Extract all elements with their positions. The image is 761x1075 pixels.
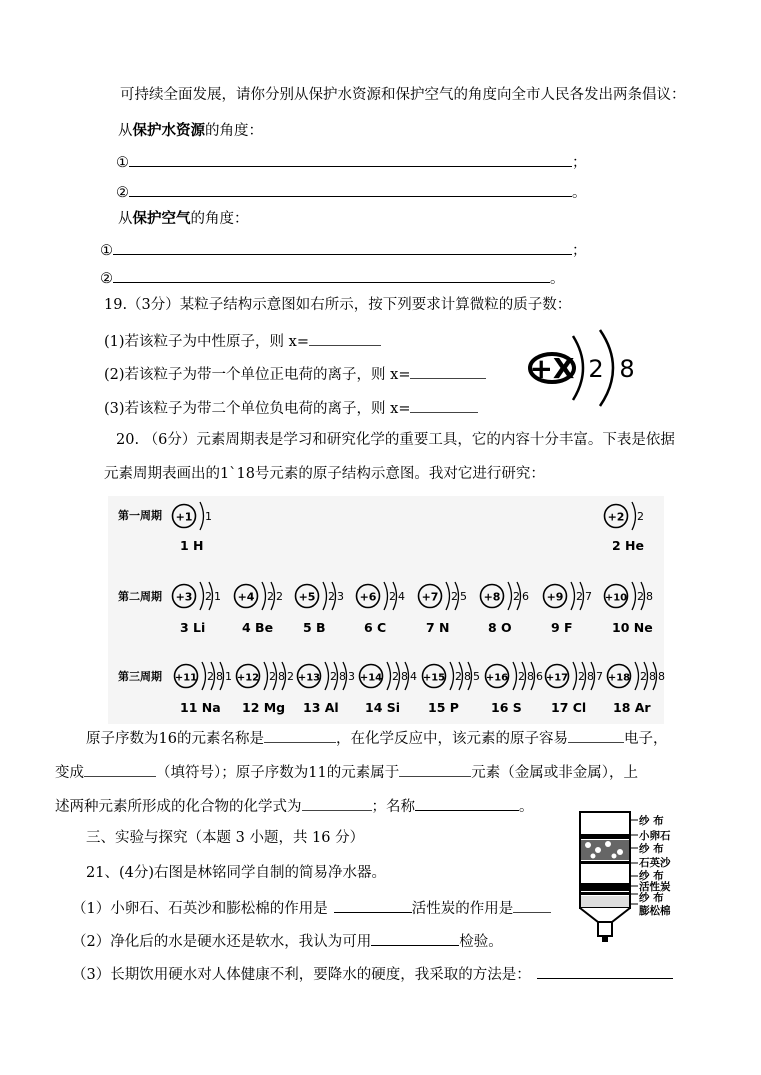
q21-item-3 — [72, 964, 673, 984]
electron-shell-arc — [323, 582, 327, 610]
element-name: 9 F — [551, 620, 573, 635]
element-name: 12 Mg — [242, 700, 286, 715]
element-diagram — [605, 656, 685, 696]
q19-item-3 — [104, 398, 478, 418]
q20-text: 述两种元素所形成的化合物的化学式为 — [55, 799, 302, 815]
electron-count: 2 — [328, 590, 335, 603]
electron-count: 2 — [389, 590, 396, 603]
electron-count: 2 — [287, 670, 294, 683]
q20-question-line-3 — [55, 796, 534, 816]
filter-label: 纱 布 — [639, 870, 664, 882]
q19-blank-2[interactable] — [410, 364, 486, 379]
element-name: 17 Cl — [551, 700, 587, 715]
electron-count: 5 — [460, 590, 467, 603]
electron-count: 2 — [451, 590, 458, 603]
q20-text: 变成 — [55, 765, 84, 781]
q19-item-2-text: (2)若该粒子为带一个单位正电荷的离子，则 x= — [104, 367, 411, 383]
q18-air-blank-2[interactable] — [113, 268, 550, 283]
element-name: 5 B — [303, 620, 326, 635]
section-3-title: 三、实验与探究（本题 3 小题，共 16 分） — [86, 830, 365, 846]
element-diagram — [602, 576, 682, 616]
electron-count: 2 — [637, 590, 644, 603]
electron-count: 8 — [649, 670, 656, 683]
q20-blank-element-name[interactable] — [264, 728, 336, 743]
q18-air-answer-2 — [100, 268, 565, 288]
q19-shell-2: 8 — [619, 355, 635, 383]
q20-blank-formula[interactable] — [302, 796, 372, 811]
q18-period: 。 — [572, 185, 587, 201]
water-filter-diagram — [578, 810, 688, 945]
electron-count: 6 — [536, 670, 543, 683]
q18-mark: ① — [116, 155, 129, 171]
q18-intro: 可持续全面发展，请你分别从保护水资源和保护空气的角度向全市人民各发出两条倡议： — [120, 87, 686, 103]
q18-water-answer-1 — [116, 152, 587, 172]
q20-blank-symbol[interactable] — [84, 762, 156, 777]
electron-shell-arc — [200, 502, 204, 530]
q21-text: （3）长期饮用硬水对人体健康不利，要降水的硬度，我采取的方法是： — [72, 967, 531, 983]
element-diagram — [602, 496, 682, 536]
q18-water-suffix: 的角度： — [205, 123, 263, 139]
period-1-label: 第一周期 — [118, 509, 162, 522]
electron-count: 2 — [276, 590, 283, 603]
electron-count: 2 — [455, 670, 462, 683]
q20-question-line-2 — [55, 762, 638, 782]
electron-count: 2 — [576, 590, 583, 603]
electron-count: 1 — [214, 590, 221, 603]
q20-text: 元素（金属或非金属），上 — [471, 765, 638, 781]
q21-blank-1a[interactable] — [334, 898, 412, 913]
nucleus-charge: +7 — [421, 590, 439, 604]
q20-text: 原子序数为16的元素名称是 — [86, 731, 264, 747]
nucleus-charge: +17 — [545, 672, 569, 684]
nucleus-charge: +2 — [607, 510, 625, 524]
nucleus-charge: +16 — [485, 672, 509, 684]
element-diagram — [170, 496, 250, 536]
electron-count: 2 — [267, 590, 274, 603]
q21-text: （1）小卵石、石英沙和膨松棉的作用是 — [72, 901, 328, 917]
nucleus-charge: +13 — [297, 672, 321, 684]
q20-text: ；名称 — [371, 799, 415, 815]
electron-shell-arc — [508, 582, 512, 610]
electron-shell-arc — [450, 662, 454, 690]
q18-semicolon: ； — [572, 155, 587, 171]
q18-period: 。 — [550, 271, 565, 287]
nucleus-charge: +9 — [546, 590, 564, 604]
electron-count: 1 — [225, 670, 232, 683]
electron-count: 2 — [207, 670, 214, 683]
electron-count: 5 — [473, 670, 480, 683]
element-name: 8 O — [488, 620, 512, 635]
filter-label: 小卵石 — [639, 830, 671, 842]
nucleus-charge: +14 — [359, 672, 383, 684]
electron-shell-arc — [632, 582, 636, 610]
q19-stem: 19.（3分）某粒子结构示意图如右所示，按下列要求计算微粒的质子数： — [104, 297, 572, 313]
nucleus-charge: +11 — [174, 672, 198, 684]
q18-water-heading — [118, 122, 263, 140]
q18-water-blank-2[interactable] — [129, 182, 572, 197]
q19-item-2 — [104, 364, 486, 384]
electron-shell-arc — [513, 662, 517, 690]
electron-shell-arc — [635, 662, 639, 690]
element-name: 18 Ar — [613, 700, 651, 715]
filter-label: 纱 布 — [639, 815, 664, 827]
electron-count: 4 — [398, 590, 405, 603]
element-name: 1 H — [180, 538, 204, 553]
q20-blank-electron[interactable] — [568, 728, 624, 743]
q18-air-answer-1 — [100, 240, 587, 260]
q20-text: ，在化学反应中，该元素的原子容易 — [335, 731, 568, 747]
filter-label: 石英沙 — [639, 857, 671, 869]
q19-item-1 — [104, 331, 381, 351]
nucleus-charge: +1 — [175, 510, 193, 524]
q21-blank-2[interactable] — [371, 931, 459, 946]
q21-stem: 21、(4分)右图是林铭同学自制的简易净水器。 — [86, 865, 386, 881]
q18-mark: ② — [116, 185, 129, 201]
electron-shell-arc — [571, 582, 575, 610]
q20-blank-compound-name[interactable] — [415, 796, 519, 811]
filter-label: 活性炭 — [639, 881, 671, 893]
element-name: 16 S — [491, 700, 522, 715]
electron-count: 1 — [205, 510, 212, 523]
q21-text: 检验。 — [459, 934, 503, 950]
q18-air-suffix: 的角度： — [190, 211, 249, 227]
q18-mark: ① — [100, 243, 113, 259]
q21-item-2 — [72, 931, 503, 951]
electron-count: 2 — [640, 670, 647, 683]
electron-shell-arc — [573, 662, 577, 690]
nucleus-charge: +3 — [175, 590, 193, 604]
electron-count: 3 — [337, 590, 344, 603]
electron-count: 2 — [637, 510, 644, 523]
element-name: 11 Na — [180, 700, 221, 715]
q20-stem-1: 20. （6分）元素周期表是学习和研究化学的重要工具，它的内容十分丰富。下表是依据 — [116, 432, 675, 448]
electron-shell-arc — [202, 662, 206, 690]
nucleus-charge: +4 — [237, 590, 255, 604]
period-2-label: 第二周期 — [118, 590, 162, 603]
nucleus-charge: +5 — [298, 590, 316, 604]
electron-shell-arc — [632, 502, 636, 530]
filter-label: 膨松棉 — [639, 905, 671, 917]
electron-count: 3 — [348, 670, 355, 683]
element-name: 2 He — [612, 538, 644, 553]
q18-mark: ② — [100, 271, 113, 287]
electron-shell-arc — [262, 582, 266, 610]
q19-blank-3[interactable] — [410, 398, 478, 413]
electron-count: 8 — [216, 670, 223, 683]
element-name: 3 Li — [180, 620, 206, 635]
element-name: 6 C — [364, 620, 387, 635]
q18-water-prefix: 从 — [118, 123, 133, 139]
q20-stem-2: 元素周期表画出的1`18号元素的原子结构示意图。我对它进行研究： — [104, 466, 545, 482]
q19-item-1-text: (1)若该粒子为中性原子，则 x= — [104, 334, 309, 350]
electron-count: 4 — [410, 670, 417, 683]
q21-item-1 — [72, 898, 551, 918]
nucleus-charge: +6 — [359, 590, 377, 604]
electron-count: 2 — [578, 670, 585, 683]
electron-count: 8 — [339, 670, 346, 683]
electron-count: 6 — [522, 590, 529, 603]
electron-count: 8 — [527, 670, 534, 683]
element-name: 4 Be — [242, 620, 274, 635]
nucleus-charge: +18 — [607, 672, 631, 684]
electron-shell-arc — [384, 582, 388, 610]
element-name: 15 P — [428, 700, 459, 715]
q21-text: 活性炭的作用是 — [411, 901, 514, 917]
electron-count: 8 — [464, 670, 471, 683]
electron-count: 7 — [585, 590, 592, 603]
q18-air-blank-1[interactable] — [113, 240, 572, 255]
nucleus-charge: +15 — [422, 672, 446, 684]
q19-particle-diagram — [518, 328, 648, 408]
electron-count: 2 — [518, 670, 525, 683]
nucleus-charge: +10 — [604, 592, 628, 604]
q18-water-bold: 保护水资源 — [132, 122, 205, 139]
q20-blank-metal[interactable] — [399, 762, 471, 777]
electron-count: 8 — [646, 590, 653, 603]
q19-nucleus-label: +X — [529, 352, 575, 385]
q21-text: （2）净化后的水是硬水还是软水，我认为可用 — [72, 934, 372, 950]
electron-shell-arc — [325, 662, 329, 690]
element-name: 13 Al — [303, 700, 339, 715]
electron-count: 8 — [278, 670, 285, 683]
q20-text: 电子， — [623, 731, 668, 747]
electron-count: 8 — [587, 670, 594, 683]
electron-count: 2 — [269, 670, 276, 683]
electron-count: 2 — [205, 590, 212, 603]
q18-air-prefix: 从 — [118, 211, 133, 227]
element-name: 10 Ne — [612, 620, 653, 635]
electron-count: 7 — [596, 670, 603, 683]
electron-count: 2 — [513, 590, 520, 603]
q18-water-blank-1[interactable] — [129, 152, 572, 167]
element-name: 7 N — [426, 620, 450, 635]
q20-text: （填符号）；原子序数为11的元素属于 — [156, 765, 400, 781]
filter-label: 纱 布 — [639, 892, 664, 904]
electron-shell-arc — [387, 662, 391, 690]
q19-shell-1: 2 — [588, 355, 604, 383]
period-3-label: 第三周期 — [118, 670, 162, 683]
q20-text: 。 — [519, 799, 534, 815]
filter-label: 纱 布 — [639, 843, 664, 855]
electron-shell-arc — [446, 582, 450, 610]
electron-shell-arc — [200, 582, 204, 610]
electron-shell-arc — [264, 662, 268, 690]
q21-blank-3[interactable] — [537, 964, 673, 979]
electron-count: 8 — [658, 670, 665, 683]
element-name: 14 Si — [365, 700, 401, 715]
nucleus-charge: +8 — [483, 590, 501, 604]
q19-blank-1[interactable] — [309, 331, 381, 346]
nucleus-charge: +12 — [236, 672, 260, 684]
electron-count: 8 — [401, 670, 408, 683]
q21-blank-1b[interactable] — [513, 898, 551, 913]
q18-air-bold: 保护空气 — [132, 210, 191, 227]
q18-semicolon: ； — [572, 243, 587, 259]
q18-water-answer-2 — [116, 182, 587, 202]
electron-count: 2 — [330, 670, 337, 683]
q18-air-heading — [118, 210, 249, 228]
q20-question-line-1 — [86, 728, 667, 748]
electron-count: 2 — [392, 670, 399, 683]
q19-item-3-text: (3)若该粒子为带二个单位负电荷的离子，则 x= — [104, 401, 411, 417]
